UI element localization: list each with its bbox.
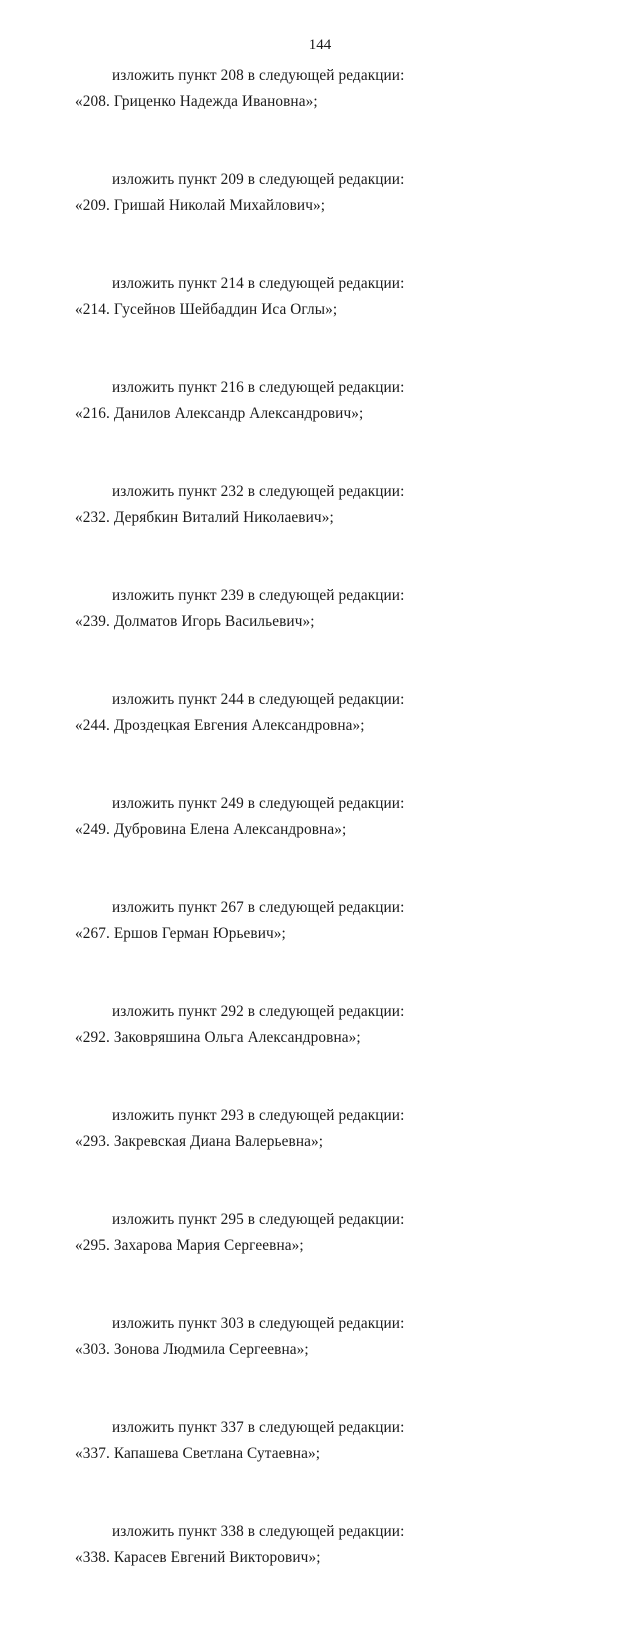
amendment-text: «338. Карасев Евгений Викторович»;	[75, 1549, 321, 1566]
page-number: 144	[308, 37, 332, 53]
amendment-text: «208. Гриценко Надежда Ивановна»;	[75, 93, 318, 110]
amendment-instruction: изложить пункт 338 в следующей редакции:	[112, 1523, 405, 1540]
amendment-instruction: изложить пункт 267 в следующей редакции:	[112, 899, 405, 916]
amendment-entry	[0, 898, 640, 1002]
amendment-instruction: изложить пункт 239 в следующей редакции:	[112, 587, 405, 604]
amendment-text: «214. Гусейнов Шейбаддин Иса Оглы»;	[75, 301, 338, 318]
amendment-instruction: изложить пункт 292 в следующей редакции:	[112, 1003, 405, 1020]
amendment-entry	[0, 1314, 640, 1418]
amendment-text: «239. Долматов Игорь Васильевич»;	[75, 613, 315, 630]
amendment-instruction: изложить пункт 295 в следующей редакции:	[112, 1211, 405, 1228]
amendment-instruction: изложить пункт 209 в следующей редакции:	[112, 171, 405, 188]
amendment-list	[0, 66, 640, 1626]
amendment-entry	[0, 170, 640, 274]
amendment-entry	[0, 794, 640, 898]
amendment-text: «216. Данилов Александр Александрович»;	[75, 405, 364, 422]
amendment-instruction: изложить пункт 244 в следующей редакции:	[112, 691, 405, 708]
amendment-text: «293. Закревская Диана Валерьевна»;	[75, 1133, 324, 1150]
amendment-text: «267. Ершов Герман Юрьевич»;	[75, 925, 286, 942]
amendment-text: «244. Дроздецкая Евгения Александровна»;	[75, 717, 365, 734]
amendment-entry	[0, 586, 640, 690]
amendment-entry	[0, 482, 640, 586]
amendment-instruction: изложить пункт 232 в следующей редакции:	[112, 483, 405, 500]
amendment-entry	[0, 274, 640, 378]
amendment-instruction: изложить пункт 214 в следующей редакции:	[112, 275, 405, 292]
amendment-entry	[0, 66, 640, 170]
amendment-text: «295. Захарова Мария Сергеевна»;	[75, 1237, 304, 1254]
amendment-instruction: изложить пункт 293 в следующей редакции:	[112, 1107, 405, 1124]
amendment-text: «292. Заковряшина Ольга Александровна»;	[75, 1029, 361, 1046]
amendment-entry	[0, 1106, 640, 1210]
amendment-text: «209. Гришай Николай Михайлович»;	[75, 197, 326, 214]
amendment-text: «337. Капашева Светлана Сутаевна»;	[75, 1445, 321, 1462]
amendment-entry	[0, 1002, 640, 1106]
amendment-entry	[0, 1522, 640, 1626]
amendment-instruction: изложить пункт 337 в следующей редакции:	[112, 1419, 405, 1436]
amendment-entry	[0, 378, 640, 482]
amendment-instruction: изложить пункт 249 в следующей редакции:	[112, 795, 405, 812]
amendment-entry	[0, 1210, 640, 1314]
amendment-entry	[0, 690, 640, 794]
amendment-text: «232. Дерябкин Виталий Николаевич»;	[75, 509, 334, 526]
amendment-entry	[0, 1418, 640, 1522]
amendment-instruction: изложить пункт 303 в следующей редакции:	[112, 1315, 405, 1332]
amendment-text: «249. Дубровина Елена Александровна»;	[75, 821, 347, 838]
amendment-instruction: изложить пункт 208 в следующей редакции:	[112, 67, 405, 84]
amendment-instruction: изложить пункт 216 в следующей редакции:	[112, 379, 405, 396]
amendment-text: «303. Зонова Людмила Сергеевна»;	[75, 1341, 309, 1358]
